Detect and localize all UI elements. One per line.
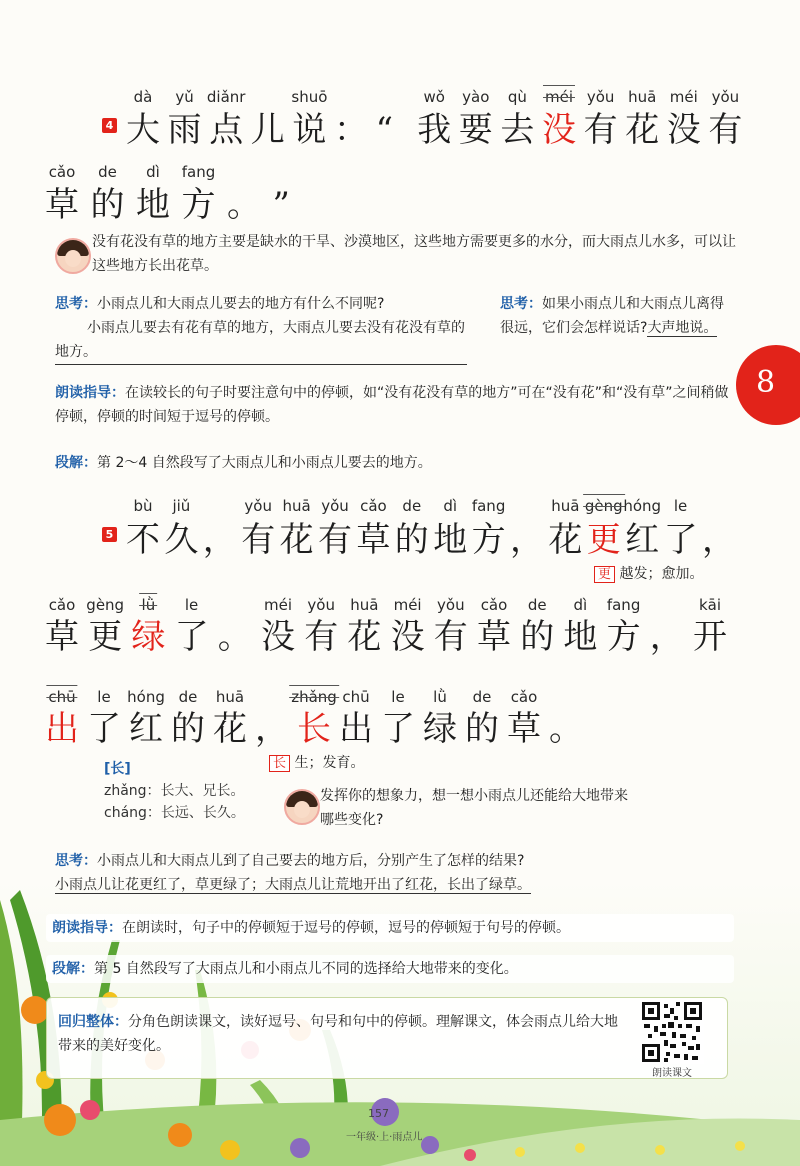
hanzi-char: 大	[126, 110, 160, 150]
think-question-text: 小雨点儿和大雨点儿到了自己要去的地方后，分别产生了怎样的结果?	[97, 853, 525, 869]
hanzi-char: 的	[394, 520, 429, 560]
pinyin: cǎo	[360, 497, 387, 515]
pinyin: dà	[133, 88, 153, 106]
hanzi-char: 地	[563, 617, 598, 657]
hanzi-char: 的	[171, 709, 205, 749]
hanzi-char: 方	[181, 185, 216, 225]
pinyin: lǜ	[433, 688, 447, 706]
think-label: 思考：	[55, 296, 97, 312]
hanzi-char: 没	[666, 110, 701, 150]
think-question-2	[500, 292, 725, 340]
pinyin: yǒu	[437, 596, 465, 614]
pinyin: yǔ	[175, 88, 194, 106]
pinyin: fang	[471, 497, 506, 515]
pinyin: le	[184, 596, 199, 614]
student-avatar	[284, 789, 320, 825]
hanzi-char: 红	[625, 520, 660, 560]
hanzi-char: 了	[174, 617, 209, 657]
hanzi-char: 没	[261, 617, 295, 657]
pinyin: dì	[573, 596, 588, 614]
hanzi-char: 有	[433, 617, 468, 657]
hanzi-char: 更	[586, 520, 621, 560]
hanzi-char: 的	[90, 185, 125, 225]
hanzi-char: 有	[241, 520, 276, 560]
qr-code[interactable]	[640, 1000, 704, 1064]
polyphone-note	[104, 758, 245, 824]
think-question-1	[55, 292, 475, 316]
pinyin: fang	[606, 596, 641, 614]
gloss-word: 更	[594, 566, 615, 583]
hanzi-char: 。	[227, 185, 261, 225]
page-number: 157	[368, 1107, 389, 1120]
pinyin: lǜ	[141, 596, 156, 614]
gloss-zhang	[269, 752, 364, 772]
review-text: 分角色朗读课文，读好逗号、句号和句中的停顿。理解课文，体会雨点儿给大地带来的美好变化。	[58, 1014, 618, 1054]
paragraph-number-4: 4	[102, 118, 117, 133]
pinyin: fang	[181, 163, 216, 181]
gloss-word: 长	[269, 755, 290, 772]
lesson-tab-number: 8	[756, 365, 776, 400]
hanzi-char: 草	[507, 709, 541, 749]
hanzi-char: 有	[318, 520, 352, 560]
think-answer-text: 小雨点儿让花更红了，草更绿了；大雨点儿让荒地开出了红花，长出了绿草。	[55, 877, 531, 893]
gloss-geng	[594, 563, 703, 583]
pinyin: bù	[133, 497, 153, 515]
paragraph-number-5: 5	[102, 527, 117, 542]
hanzi-char: 雨	[167, 110, 202, 150]
hanzi-char: 草	[45, 185, 79, 225]
hanzi-char: 红	[129, 709, 163, 749]
hanzi-char: 绿	[131, 617, 166, 657]
hanzi-char: 花	[548, 520, 583, 560]
pinyin: dì	[443, 497, 458, 515]
hanzi-char: ，	[255, 709, 289, 749]
reading-guide-2	[46, 914, 734, 942]
pinyin: hóng	[623, 497, 662, 515]
hanzi-char: 开	[693, 617, 727, 657]
gloss-definition: 越发；愈加。	[619, 566, 704, 582]
hanzi-char: 。	[549, 709, 583, 749]
hanzi-char: 不	[126, 520, 160, 560]
hanzi-char: 要	[458, 110, 493, 150]
hanzi-char: ：	[334, 110, 368, 150]
pinyin: méi	[393, 596, 422, 614]
pinyin: huā	[215, 688, 245, 706]
summary-label: 段解：	[55, 455, 97, 471]
hanzi-char: 花	[213, 709, 247, 749]
think-answer-1: 小雨点儿要去有花有草的地方，大雨点儿要去没有花没有草的地方。	[55, 316, 467, 365]
think-label: 思考：	[55, 853, 97, 869]
pinyin: yǒu	[307, 596, 335, 614]
hanzi-char: 地	[433, 520, 468, 560]
polyphone-reading-2: cháng：长远、长久。	[104, 805, 245, 821]
think-answer-2: 大声地说。	[647, 320, 718, 336]
hanzi-char: “	[375, 110, 393, 150]
think-question-text: 如果小雨点儿和大雨点儿离得很远，它们会怎样说话?	[500, 296, 724, 336]
pinyin: chū	[342, 688, 370, 706]
pinyin: yǒu	[711, 88, 740, 106]
pinyin: qù	[507, 88, 527, 106]
hanzi-char: 没	[390, 617, 425, 657]
guide-text: 在朗读时，句子中的停顿短于逗号的停顿，逗号的停顿短于句号的停顿。	[122, 920, 570, 936]
pinyin: zhǎng	[291, 688, 337, 706]
hanzi-char: 方	[606, 617, 641, 657]
hanzi-char: 有	[304, 617, 339, 657]
explanation-bubble: 没有花没有草的地方主要是缺水的干旱、沙漠地区，这些地方需要更多的水分，而大雨点儿水多，可以让这些地方长出花草。	[92, 234, 736, 274]
pinyin: de	[98, 163, 117, 181]
hanzi-char: ”	[272, 185, 290, 225]
think-question-3	[55, 849, 735, 873]
pinyin: de	[527, 596, 547, 614]
pinyin: huā	[551, 497, 580, 515]
pinyin: de	[472, 688, 492, 706]
pinyin: cǎo	[48, 163, 76, 181]
think-question-text: 小雨点儿和大雨点儿要去的地方有什么不同呢?	[97, 296, 385, 312]
hanzi-char: 花	[625, 110, 660, 150]
hanzi-char: ，	[702, 520, 736, 560]
hanzi-char: 了	[87, 709, 121, 749]
gloss-definition: 生；发育。	[294, 755, 365, 771]
pinyin: cǎo	[510, 688, 538, 706]
pinyin: de	[402, 497, 422, 515]
summary-label: 段解：	[52, 961, 94, 977]
hanzi-char: 久	[164, 520, 199, 560]
pinyin: dì	[146, 163, 160, 181]
hanzi-char: 去	[500, 110, 535, 150]
hanzi-char: 绿	[423, 709, 457, 749]
pinyin: le	[97, 688, 111, 706]
hanzi-char: 方	[471, 520, 506, 560]
pinyin: chū	[48, 688, 76, 706]
hanzi-char: 有	[583, 110, 618, 150]
pinyin: huā	[350, 596, 379, 614]
summary-text: 第 2～4 自然段写了大雨点儿和小雨点儿要去的地方。	[97, 455, 432, 471]
overall-review	[58, 1010, 628, 1058]
pinyin: yǒu	[321, 497, 349, 515]
hanzi-char: 。	[217, 617, 252, 657]
pinyin: diǎnr	[206, 88, 246, 106]
hanzi-char: 我	[417, 110, 452, 150]
pinyin: de	[178, 688, 198, 706]
hanzi-char: 草	[356, 520, 391, 560]
hanzi-char: ，	[202, 520, 237, 560]
pinyin: wǒ	[423, 88, 445, 106]
hanzi-char: 出	[339, 709, 373, 749]
lesson-tab	[736, 345, 800, 425]
footer-title: 一年级·上·雨点儿	[346, 1132, 423, 1143]
hanzi-char: 点	[209, 110, 244, 150]
polyphone-word: [长]	[104, 761, 131, 777]
pinyin: shuō	[291, 88, 328, 106]
hanzi-char: 长	[297, 709, 331, 749]
hanzi-char: ，	[510, 520, 544, 560]
think-answer-3	[55, 873, 735, 897]
pinyin: kāi	[698, 596, 722, 614]
student-avatar	[55, 238, 91, 274]
pinyin: yǒu	[244, 497, 272, 515]
pinyin: le	[673, 497, 688, 515]
hanzi-char: 有	[708, 110, 743, 150]
guide-text: 在读较长的句子时要注意句中的停顿，如“没有花没有草的地方”可在“没有花”和“没有草”之间稍做停顿，停顿的时间短于逗号的停顿。	[55, 385, 729, 425]
summary-text: 第 5 自然段写了大雨点儿和小雨点儿不同的选择给大地带来的变化。	[94, 961, 518, 977]
pinyin: méi	[669, 88, 698, 106]
hanzi-char: 没	[542, 110, 576, 150]
hanzi-char: 的	[465, 709, 499, 749]
think-label: 思考：	[500, 296, 542, 312]
pinyin: le	[391, 688, 405, 706]
pinyin: gèng	[86, 596, 125, 614]
hanzi-char: 草	[45, 617, 79, 657]
pinyin: cǎo	[48, 596, 76, 614]
hanzi-char: 出	[45, 709, 79, 749]
hanzi-char: 花	[279, 520, 314, 560]
pinyin: jiǔ	[172, 497, 191, 515]
guide-label: 朗读指导：	[52, 920, 122, 936]
hanzi-char: 儿	[250, 110, 285, 150]
pinyin: yào	[462, 88, 490, 106]
hanzi-char: 地	[136, 185, 170, 225]
pinyin: méi	[263, 596, 293, 614]
pinyin: gèng	[584, 497, 623, 515]
hanzi-char: 花	[347, 617, 382, 657]
pinyin: hóng	[127, 688, 165, 706]
review-label: 回归整体：	[58, 1014, 128, 1030]
paragraph-summary-1	[55, 451, 735, 475]
hanzi-char: 更	[88, 617, 123, 657]
polyphone-reading-1: zhǎng：长大、兄长。	[104, 783, 245, 799]
hanzi-char: 的	[520, 617, 555, 657]
pinyin: méi	[544, 88, 574, 106]
imagination-prompt: 发挥你的想象力，想一想小雨点儿还能给大地带来哪些变化?	[320, 788, 628, 828]
pinyin: yǒu	[586, 88, 615, 106]
hanzi-char: ，	[649, 617, 684, 657]
qr-label: 朗读课文	[652, 1068, 692, 1079]
pinyin: huā	[282, 497, 311, 515]
pinyin: cǎo	[480, 596, 508, 614]
paragraph-summary-2	[46, 955, 734, 983]
hanzi-char: 说	[292, 110, 327, 150]
hanzi-char: 了	[663, 520, 698, 560]
pinyin: huā	[628, 88, 657, 106]
hanzi-char: 草	[477, 617, 511, 657]
reading-guide-1	[55, 381, 735, 429]
hanzi-char: 了	[381, 709, 415, 749]
guide-label: 朗读指导：	[55, 385, 125, 401]
